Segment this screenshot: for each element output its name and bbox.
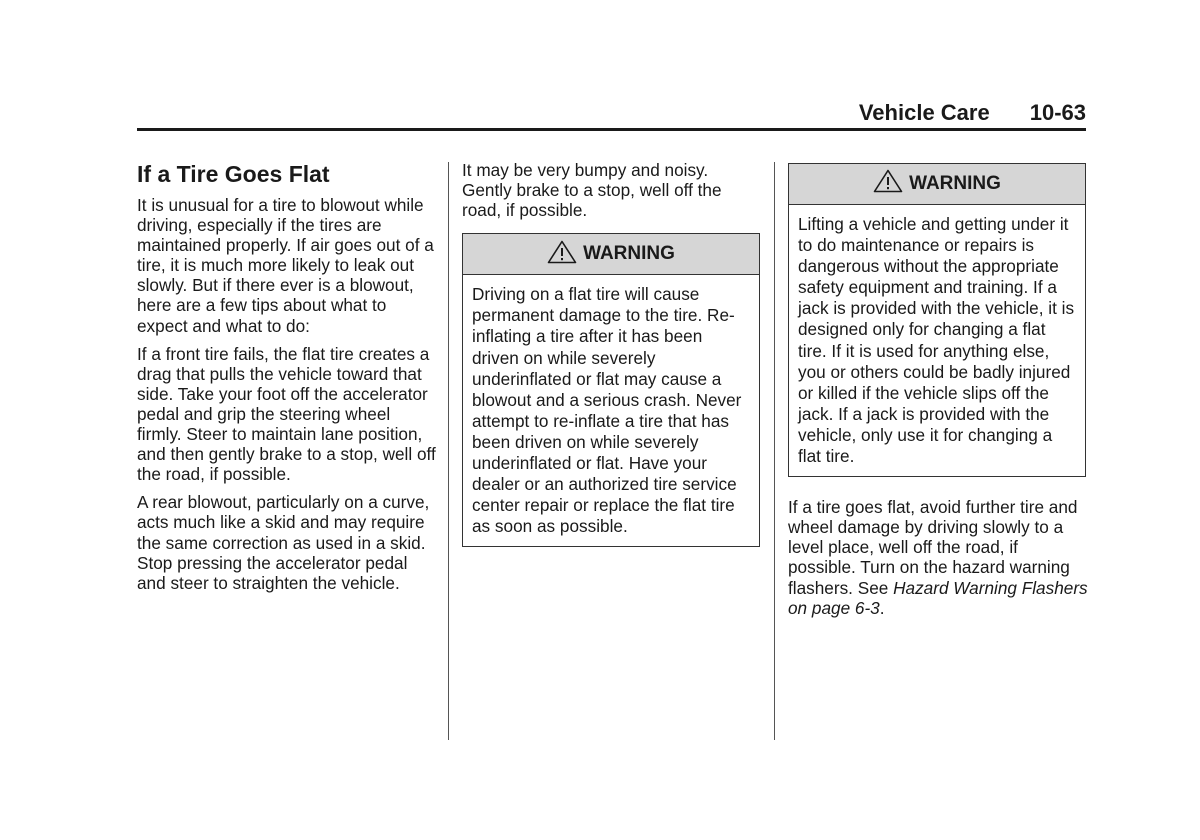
warning-box — [788, 163, 1086, 477]
paragraph: It may be very bumpy and noisy. Gently brake to a stop, well off the road, if possible. — [462, 160, 722, 221]
section-heading: If a Tire Goes Flat — [137, 161, 330, 187]
warning-triangle-icon — [873, 169, 909, 198]
column-left — [137, 160, 437, 601]
warning-header — [463, 234, 759, 275]
page-number: 10-63 — [1029, 100, 1086, 125]
column-right — [788, 163, 1088, 626]
warning-label: WARNING — [909, 172, 1001, 194]
warning-text: Driving on a flat tire will cause permanent damage to the tire. Re-inflating a tire after it has been driven on while severely underinflated or flat may cause a blowout and a serious crash. Never attempt to re-inflate a tire that has been driven on while severely underinflated or flat. Have your dealer or an authorized tire service center repair or replace the flat tire as soon as possible. — [472, 284, 742, 537]
warning-label: WARNING — [583, 243, 675, 265]
paragraph: If a front tire fails, the flat tire creates a drag that pulls the vehicle toward that side. Take your foot off the accelerator pedal and grip the steering wheel firmly. Steer to maintain lane position, and then gently brake to a stop, well off the road, if possible. — [137, 343, 436, 485]
cross-reference: Hazard Warning Flashers on page 6-3 — [788, 577, 1088, 618]
column-middle — [462, 160, 762, 547]
header-rule — [137, 128, 1086, 131]
paragraph — [788, 497, 1088, 618]
warning-triangle-icon — [547, 240, 583, 269]
column-divider — [448, 162, 449, 740]
warning-box — [462, 233, 760, 547]
paragraph: It is unusual for a tire to blowout while driving, especially if the tires are maintained properly. If air goes out of a tire, it is much more likely to leak out slowly. But if there ever is a blowout, here are a few tips about what to expect and what to do: — [137, 195, 434, 336]
warning-text: Lifting a vehicle and getting under it to do maintenance or repairs is dangerous without the appropriate safety equipment and training. If a jack is provided with the vehicle, it is designed only for changing a flat tire. If it is used for anything else, you or others could be badly injured or killed if the vehicle slips off the jack. If a jack is provided with the vehicle, only use it for changing a flat tire. — [798, 214, 1075, 467]
page-header — [859, 100, 1086, 126]
column-divider — [774, 162, 775, 740]
section-title: Vehicle Care — [858, 100, 990, 125]
paragraph-end: . — [879, 597, 885, 618]
paragraph: A rear blowout, particularly on a curve, acts much like a skid and may require the same correction as used in a skid. Stop pressing the accelerator pedal and steer to straighten the vehicle. — [137, 492, 430, 593]
paragraph-text: If a tire goes flat, avoid further tire and wheel damage by driving slowly to a level place, well off the road, if possible. Turn on the hazard warning flashers. See — [788, 497, 1078, 598]
warning-header — [789, 164, 1085, 205]
